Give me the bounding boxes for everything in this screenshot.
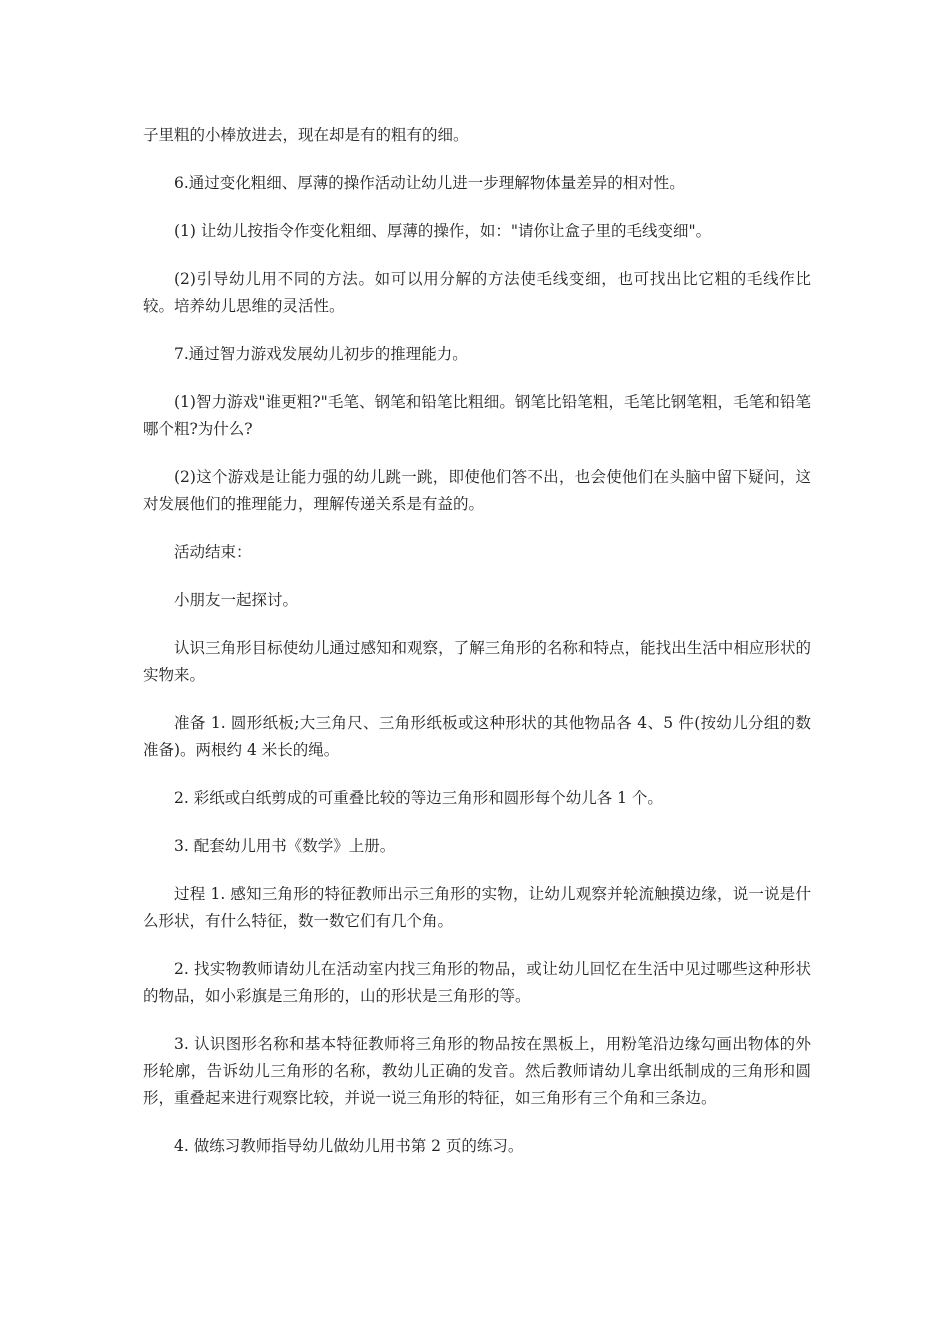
paragraph-process-3: 3. 认识图形名称和基本特征教师将三角形的物品按在黑板上，用粉笔沿边缘勾画出物体的外形轮廓，告诉幼儿三角形的名称，教幼儿正确的发音。然后教师请幼儿拿出纸制成的三角形和圆形，重叠起来进行观察比较，并说一说三角形的特征，如三角形有三个角和三条边。 <box>143 1035 811 1107</box>
paragraph-preparation-2: 2. 彩纸或白纸剪成的可重叠比较的等边三角形和圆形每个幼儿各 1 个。 <box>174 789 663 807</box>
paragraph-discussion: 小朋友一起探讨。 <box>174 591 299 609</box>
paragraph-step-7-2: (2)这个游戏是让能力强的幼儿跳一跳，即使他们答不出，也会使他们在头脑中留下疑问，这对发展他们的推理能力，理解传递关系是有益的。 <box>143 468 811 513</box>
paragraph-continuation: 子里粗的小棒放进去，现在却是有的粗有的细。 <box>143 126 469 144</box>
paragraph-process-1: 过程 1. 感知三角形的特征教师出示三角形的实物，让幼儿观察并轮流触摸边缘，说一说是什么形状，有什么特征，数一数它们有几个角。 <box>143 885 811 930</box>
paragraph-step-6-2: (2)引导幼儿用不同的方法。如可以用分解的方法使毛线变细，也可找出比它粗的毛线作比较。培养幼儿思维的灵活性。 <box>143 270 811 315</box>
paragraph-process-4: 4. 做练习教师指导幼儿做幼儿用书第 2 页的练习。 <box>174 1137 524 1155</box>
paragraph-activity-end: 活动结束： <box>174 543 252 561</box>
paragraph-step-6: 6.通过变化粗细、厚薄的操作活动让幼儿进一步理解物体量差异的相对性。 <box>174 174 685 192</box>
paragraph-step-6-1: (1) 让幼儿按指令作变化粗细、厚薄的操作，如："请你让盒子里的毛线变细"。 <box>174 222 712 240</box>
paragraph-step-7-1: (1)智力游戏"谁更粗?"毛笔、钢笔和铅笔比粗细。钢笔比铅笔粗，毛笔比钢笔粗，毛笔和铅笔哪个粗?为什么? <box>143 393 811 438</box>
paragraph-step-7: 7.通过智力游戏发展幼儿初步的推理能力。 <box>174 345 468 363</box>
document-body <box>143 122 811 1181</box>
paragraph-triangle-goal: 认识三角形目标使幼儿通过感知和观察，了解三角形的名称和特点，能找出生活中相应形状的实物来。 <box>143 639 811 684</box>
paragraph-preparation-3: 3. 配套幼儿用书《数学》上册。 <box>174 837 396 855</box>
paragraph-preparation-1: 准备 1. 圆形纸板;大三角尺、三角形纸板或这种形状的其他物品各 4、5 件(按幼儿分组的数准备)。两根约 4 米长的绳。 <box>143 714 811 759</box>
paragraph-process-2: 2. 找实物教师请幼儿在活动室内找三角形的物品，或让幼儿回忆在生活中见过哪些这种形状的物品，如小彩旗是三角形的，山的形状是三角形的等。 <box>143 960 811 1005</box>
